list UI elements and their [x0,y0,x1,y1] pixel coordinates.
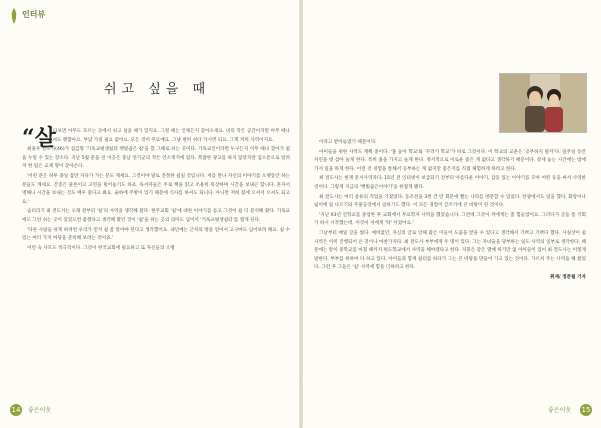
couple-photo [499,73,587,133]
paragraph: 최 전도사는 여러 중류의 직업을 가졌었다. 동조선을 3번 간 만 회분에 빨는 나라를 방문할 수 있었다. 탄광에서도 일을 했다. 화랑이나 넓이에 일 나르기와 주물공장에서 일하기도 했다. 이 모든 경험이 글쓰기에 큰 바탕이 된 것이다. [314,194,586,209]
dropcap: “살 [22,125,56,151]
leaf-icon [10,8,18,24]
page-gutter [299,0,303,428]
paragraph: 숨터리기 최 전도사는 오래 전부터 '쉼'의 사역을 생각해 왔다. 현주교회 '쉼'에 대한 이야기를 듣고 그것이 쉼 더 분석해 왔다. 기독교에도 그런 쉬는 곳이 있었으면 좋겠다고 생각해 왔던 것이 '쉼'을 쉬는 곳의 의미도 넘어서 '기독교평생쉼터'를 열게 된다. [22,209,290,223]
paragraph: 최용우 전도사(46)가 섬김형 '기독교평생쉼터 햇빛곱은 집'을 할 그때로 쉬는 곳이다. 기독교인이라면 누구든지 이무 때나 찾아가 쉼을 누릴 수 있는 장소다. 지난 5월 문을 연 이곳은 충남 연기군의 작은 연소재지에 있다. 복잡한 광고를 하지 않았지만 입소문으로 알려져 한 팀은 교제 명이 찾아온다. [22,147,290,170]
page-number-right: 15 [581,406,591,414]
paragraph: '어떤 분은 하루 종일 잠만 자다가 가는 분도 계세요. 그것이야 말로 진정한 쉼일 것입니다. 저를 만나 자신의 이야기를 오랫동안 하는 분들도 계세요. 간증은 물론이고 고민을 털어놓기도 하죠. 독서자들은 주로 책을 읽고 조용히 묵상하며 시간을 보내곤 합니다. 혼자서 명해나 시간을 보내는 것도 매우 좋다고 봐요. 슬하에 주방이 있기 때문에 식사를 하셔도 되니다. 아니면 저희 집에 오셔서 오셔도 되고요.' [22,173,290,205]
paragraph: '지난 93년 신학교를 졸업한 후 교회에서 무료학자 사역을 했었습니다. 그런데 그것이 저에게는 좀 힘들었어요. 그러다가 글을 좀 기회가 하시 시작했는데, 이것이 저에게 '딱' 이었어요.' [314,212,586,227]
photo-illustration [500,74,586,132]
paragraph: 다보면 아무도 모르는 곳에서 쉬고 싶을 때가 있지요. 그럴 때는 언제든지 찾아오세요. 비록 작은 공간이지만 아무 때나 오셔도 괜찮아요. 부담 가질 필요 없어요. 모든 것이 무료예요. 그냥 편히 쉬다 가시면 되요. 그게 저희 사역이지요. [48,129,290,143]
left-text-column [22,125,290,254]
paragraph: 아이들을 위한 사역도 계획 중이다. '홈 놓이 학교'와 '꾸러기 학교'가 바로 그것이다. 이 학교의 교훈은 '공부하지 말자'다. 일주일 동안 자연을 벗 삼아 놀게 한다. 특히 홈을 가지고 놀게 한다. 정서적으로 이로운 좋은 게 없다고 생각하기 때문이다. 창세 놓는 시간에는 밤에 가서 일을 하게 한다. 이런 것 경험을 통해서 공부하는 게 없지만 좋은지를 직접 체험하게 하려고 한다. [314,149,586,172]
article-title: 쉬고 싶을 때 [104,82,211,97]
section-label: 인터뷰 [22,10,46,19]
page-number-left: 14 [11,406,21,414]
footer-brand-left: 좋은이웃 [28,407,52,414]
footer-brand-right: 좋은이웃 [548,407,572,414]
byline: 취재/ 정준월 기자 [550,274,586,280]
right-text-column [314,139,586,283]
paragraph: 최 전도사는 현재 문서사역자다. 15년 전 인터넷이 보급되기 전부터 아름다운 이야기, 감동 있는 이야기를 모아 어떤 등을 써서 사역한 것이다. 그렇게 지금의 '햇빛곱은이야기'을 한잡게 됐다. [314,176,586,190]
paragraph: 이라고 받아들였기 때문이다. [319,140,377,145]
paragraph: '다른 사람들 쉬게 하려면 우리가 먼저 쉼 좀 알아야 된다고 생각했어요. 내년에는 근처의 방을 얻어서 고구마도 심어보려 해요. 쉼 수 있는 여러 가지 마당을 준비해 보려는 것이죠.' [22,227,290,242]
paragraph: 그날부터 매일 글을 썼다. 예비없던, 자신의 글로 인해 많은 이들이 도움을 받을 수 있다고 생각해서 기쁘고 기쁘다 했다. 사실상이 쉼 사역은 이미 진행되어 온 것이나 마찬가지다. 최 전도사 부부에게 두 명이 있다. 그는 자녀들을 당부하는 일도 사역의 일부로 생각한다. 때문에는 딸이 중학교를 마칠 때까지 편도학교에서 사역을 해야겠다고 한다. 지붕은 강은 열매 하기만 없 아이들이 있어 최 전도사는 이렇게 말한다. 부부를 위하여 다 하고 있다. 아이들과 함께 쉼터를 하다가 그는 큰 바탕을 만들어 가고 있는 것이다. 가르쳐 주는 사역을 해 왔었다. 그런 후 그들은 '쉼' 사역에 힘을 더하려고 한다. [314,230,586,271]
paragraph: 이런 숙 사모도 적극적이다. 그것이 한국교회에 필요하고 또 자신들의 소명 [27,245,175,251]
